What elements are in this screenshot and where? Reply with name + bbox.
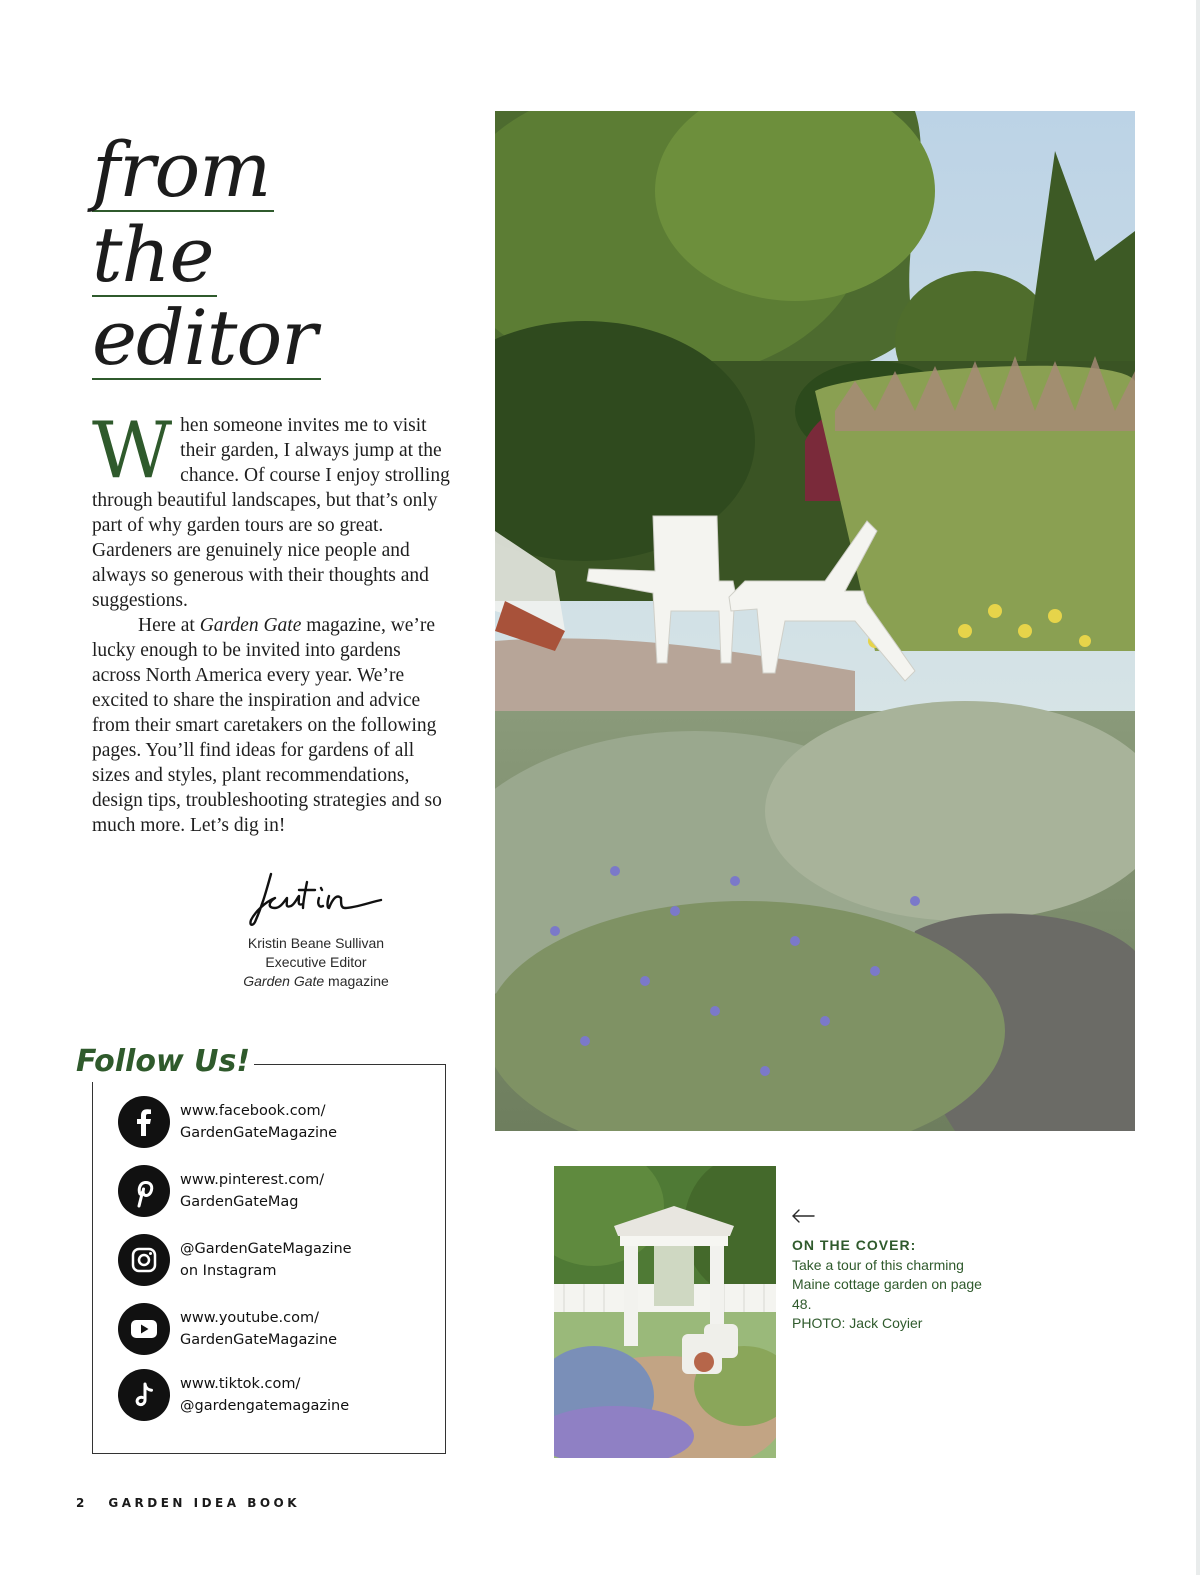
title-editor: editor (92, 300, 321, 380)
tiktok-url-line2[interactable]: @gardengatemagazine (180, 1398, 350, 1414)
page-number: 2 (76, 1496, 85, 1510)
letter-paragraph-2 (92, 613, 450, 838)
drop-cap: W (92, 406, 173, 496)
cover-photo (554, 1166, 776, 1458)
publication-title: GARDEN IDEA BOOK (108, 1496, 301, 1510)
publication-rest: magazine (324, 973, 389, 989)
cover-photo-credit: PHOTO: Jack Coyier (792, 1315, 923, 1331)
facebook-url-line1[interactable]: www.facebook.com/ (180, 1103, 326, 1119)
title-from: from (92, 132, 274, 212)
pinterest-icon[interactable] (118, 1165, 170, 1217)
pinterest-url-line2[interactable]: GardenGateMag (180, 1194, 299, 1210)
page-edge (1196, 0, 1200, 1575)
follow-us-heading: Follow Us! (76, 1042, 254, 1082)
page-footer (76, 1496, 300, 1510)
arrow-left-icon (790, 1208, 816, 1224)
social-youtube[interactable] (118, 1303, 337, 1355)
main-garden-photo (495, 111, 1135, 1131)
letter-para2-before: Here at (138, 615, 200, 636)
publication-italic: Garden Gate (243, 973, 325, 989)
cover-description: Take a tour of this charming Maine cottage garden on page 48. (792, 1256, 982, 1312)
letter-para1-text: hen someone invites me to visit their garden, I always jump at the chance. Of course I enjoy strolling through beautiful landscapes, but that’s only part of why garden tours are so great. Gardeners are genuinely nice people and always so generous with their thoughts and suggestions. (92, 415, 450, 611)
editor-letter (92, 406, 450, 838)
social-instagram[interactable] (118, 1234, 352, 1286)
instagram-handle[interactable]: @GardenGateMagazine (180, 1241, 352, 1257)
youtube-url-line2[interactable]: GardenGateMagazine (180, 1332, 338, 1348)
signature-publication (226, 972, 406, 991)
letter-para2-after: magazine, we’re lucky enough to be invited into gardens across North America every year. We’re excited to share the inspiration and advice from their smart caretakers on the following pages. You’ll find ideas for gardens of all sizes and styles, plant recommendations, design tips, troubleshooting strategies and so much more. Let’s dig in! (92, 615, 442, 836)
title-the: the (92, 217, 217, 297)
youtube-url-line1[interactable]: www.youtube.com/ (180, 1310, 319, 1326)
signature-block (226, 868, 406, 991)
signature-role: Executive Editor (265, 954, 367, 970)
signature-image (241, 868, 391, 930)
cover-label: ON THE COVER: (792, 1237, 917, 1253)
pinterest-url-line1[interactable]: www.pinterest.com/ (180, 1172, 325, 1188)
instagram-icon[interactable] (118, 1234, 170, 1286)
letter-para2-magazine: Garden Gate (199, 615, 302, 636)
letter-paragraph-1 (92, 406, 450, 613)
tiktok-url-line1[interactable]: www.tiktok.com/ (180, 1376, 301, 1392)
instagram-caption[interactable]: on Instagram (180, 1263, 277, 1279)
social-pinterest[interactable] (118, 1165, 324, 1217)
youtube-icon[interactable] (118, 1303, 170, 1355)
social-tiktok[interactable] (118, 1369, 349, 1421)
facebook-icon[interactable] (118, 1096, 170, 1148)
cover-caption (792, 1236, 1002, 1334)
signature-name: Kristin Beane Sullivan (247, 935, 385, 951)
tiktok-icon[interactable] (118, 1369, 170, 1421)
social-facebook[interactable] (118, 1096, 337, 1148)
facebook-url-line2[interactable]: GardenGateMagazine (180, 1125, 338, 1141)
